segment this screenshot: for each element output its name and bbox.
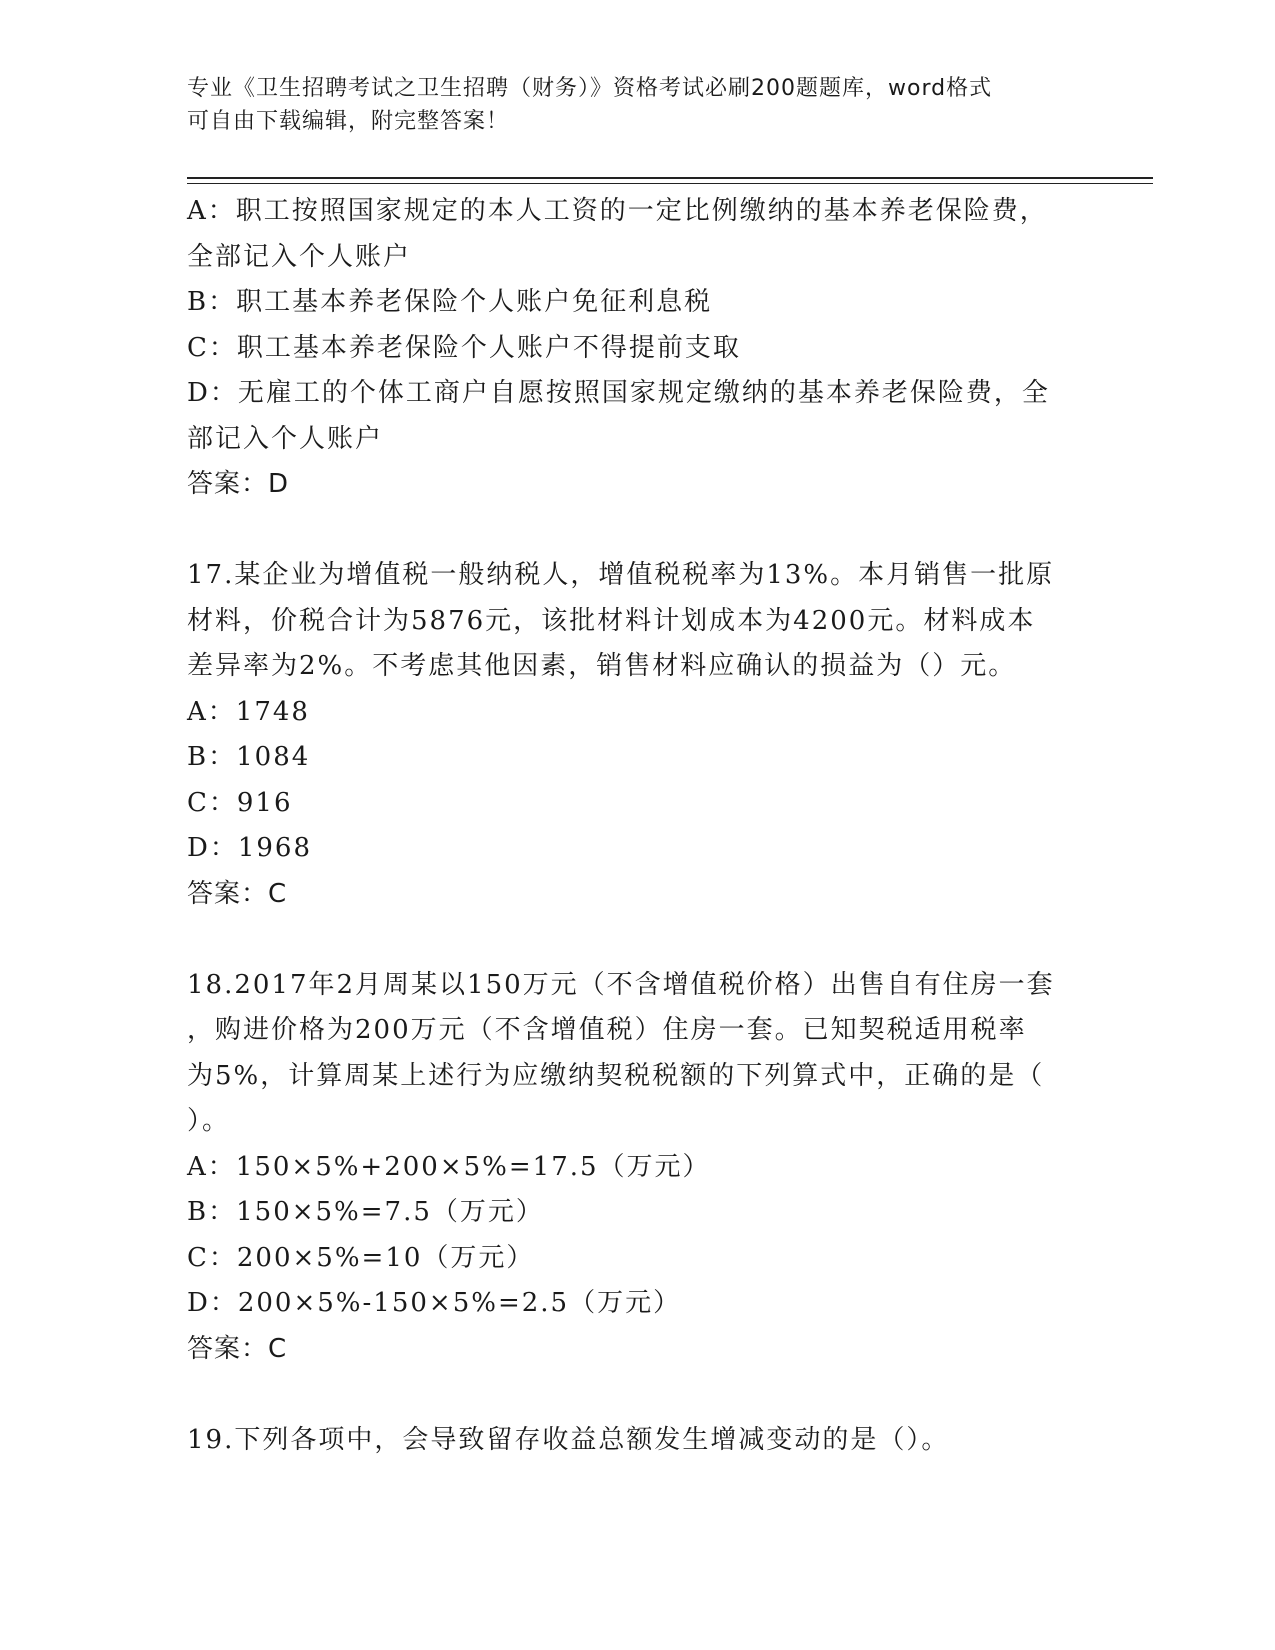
q16-option-c: C：职工基本养老保险个人账户不得提前支取 (187, 332, 741, 363)
question-19 (187, 1418, 1087, 1464)
document-body (187, 189, 1087, 1463)
question-17 (187, 553, 1087, 917)
q18-option-d: D：200×5%-150×5%=2.5（万元） (187, 1288, 682, 1318)
q18-option-c: C：200×5%=10（万元） (187, 1242, 535, 1273)
q16-answer: 答案：D (187, 469, 290, 499)
q18-answer: 答案：C (187, 1333, 288, 1364)
q18-option-b: B：150×5%=7.5（万元） (187, 1197, 544, 1227)
q16-option-a-line2: 全部记入个人账户 (187, 241, 412, 272)
spacer (187, 917, 1087, 963)
q17-option-d: D：1968 (187, 833, 313, 863)
q16-option-b: B：职工基本养老保险个人账户免征利息税 (187, 287, 713, 317)
q16-option-d-line1: D：无雇工的个体工商户自愿按照国家规定缴纳的基本养老保险费，全 (187, 378, 1050, 408)
q17-stem-line3: 差异率为2%。不考虑其他因素，销售材料应确认的损益为（）元。 (187, 651, 1017, 681)
question-18 (187, 963, 1087, 1373)
q17-option-c: C：916 (187, 787, 293, 818)
q18-stem-line3: 为5%，计算周某上述行为应缴纳契税税额的下列算式中，正确的是（ (187, 1060, 1045, 1091)
q18-stem-line4: ）。 (187, 1106, 231, 1136)
q17-stem-line1: 17.某企业为增值税一般纳税人，增值税税率为13%。本月销售一批原 (187, 560, 1055, 590)
q18-stem-line1: 18.2017年2月周某以150万元（不含增值税价格）出售自有住房一套 (187, 969, 1055, 1000)
q17-stem-line2: 材料，价税合计为5876元，该批材料计划成本为4200元。材料成本 (187, 605, 1036, 636)
spacer (187, 1372, 1087, 1418)
header-line-2: 可自由下载编辑，附完整答案！ (187, 109, 510, 134)
q17-option-a: A：1748 (187, 696, 310, 727)
header-line-1: 专业《卫生招聘考试之卫生招聘（财务）》资格考试必刷200题题库，word格式 (187, 76, 993, 101)
spacer (187, 508, 1087, 554)
header-rule-thick (187, 177, 1153, 179)
header-rule-thin (187, 183, 1153, 184)
q17-option-b: B：1084 (187, 742, 311, 772)
q18-option-a: A：150×5%+200×5%=17.5（万元） (187, 1151, 711, 1182)
document-header (187, 72, 1067, 138)
q16-option-d-line2: 部记入个人账户 (187, 423, 384, 454)
q17-answer: 答案：C (187, 878, 288, 909)
q16-option-a-line1: A：职工按照国家规定的本人工资的一定比例缴纳的基本养老保险费， (187, 196, 1048, 226)
question-16 (187, 189, 1087, 508)
q19-stem-line1: 19.下列各项中，会导致留存收益总额发生增减变动的是（）。 (187, 1424, 950, 1455)
q18-stem-line2: ，购进价格为200万元（不含增值税）住房一套。已知契税适用税率 (187, 1015, 1027, 1045)
